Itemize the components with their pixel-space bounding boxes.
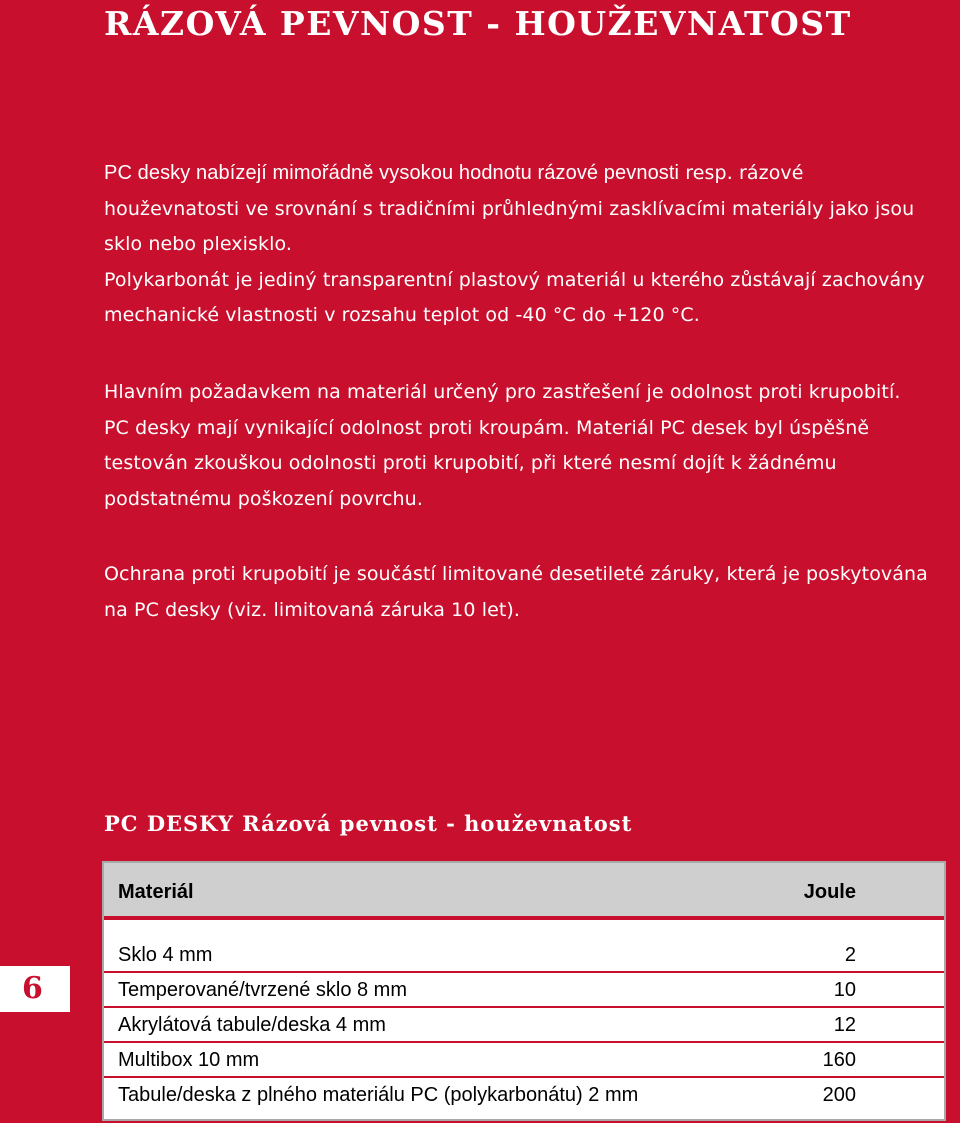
impact-strength-table xyxy=(102,861,946,1121)
cell-material: Akrylátová tabule/deska 4 mm xyxy=(118,1014,386,1036)
table-row xyxy=(104,938,944,973)
cell-material: Multibox 10 mm xyxy=(118,1049,260,1071)
table-row xyxy=(104,1078,944,1113)
intro-lead: PC desky nabízejí mimořádně vysokou hodnotu rázové pevnosti xyxy=(104,162,680,184)
cell-joule: 200 xyxy=(822,1084,856,1106)
table-row xyxy=(104,973,944,1008)
cell-joule: 10 xyxy=(833,979,856,1001)
intro-rest: resp. rázové houževnatosti ve srovnání s tradičními průhlednými zasklívacími materiály jako jsou sklo nebo plexisklo. xyxy=(104,162,915,255)
intro-paragraph xyxy=(104,156,929,334)
column-header-material: Materiál xyxy=(118,881,194,903)
cell-material: Tabule/deska z plného materiálu PC (polykarbonátu) 2 mm xyxy=(118,1084,639,1106)
hail-paragraph xyxy=(104,375,929,517)
warranty-paragraph xyxy=(104,557,929,628)
table-row xyxy=(104,1008,944,1043)
cell-joule: 2 xyxy=(844,944,856,966)
page-number: 6 xyxy=(22,971,43,1006)
intro-line-2: Polykarbonát je jediný transparentní plastový materiál u kterého zůstávají zachovány mechanické vlastnosti v rozsahu teplot od -40 °C do +120 °C. xyxy=(104,268,925,326)
hail-text: Hlavním požadavkem na materiál určený pro zastřešení je odolnost proti krupobití. PC desky mají vynikající odolnost proti kroupám. Materiál PC desek byl úspěšně testován zkouškou odolnosti proti krupobití, při které nesmí dojít k žádnému podstatnému poškození povrchu. xyxy=(104,381,901,510)
cell-joule: 160 xyxy=(822,1049,856,1071)
cell-material: Sklo 4 mm xyxy=(118,944,213,966)
table-header xyxy=(104,863,944,920)
warranty-text: Ochrana proti krupobití je součástí limitované desetileté záruky, která je poskytována na PC desky (viz. limitovaná záruka 10 let). xyxy=(104,563,928,621)
table-heading: PC DESKY Rázová pevnost - houževnatost xyxy=(104,811,633,836)
intro-text xyxy=(104,156,929,263)
column-header-joule: Joule xyxy=(803,881,856,903)
cell-material: Temperované/tvrzené sklo 8 mm xyxy=(118,979,408,1001)
cell-joule: 12 xyxy=(833,1014,856,1036)
table-row xyxy=(104,1043,944,1078)
page-title: RÁZOVÁ PEVNOST - HOUŽEVNATOST xyxy=(104,4,852,43)
page-number-tab xyxy=(0,966,70,1012)
